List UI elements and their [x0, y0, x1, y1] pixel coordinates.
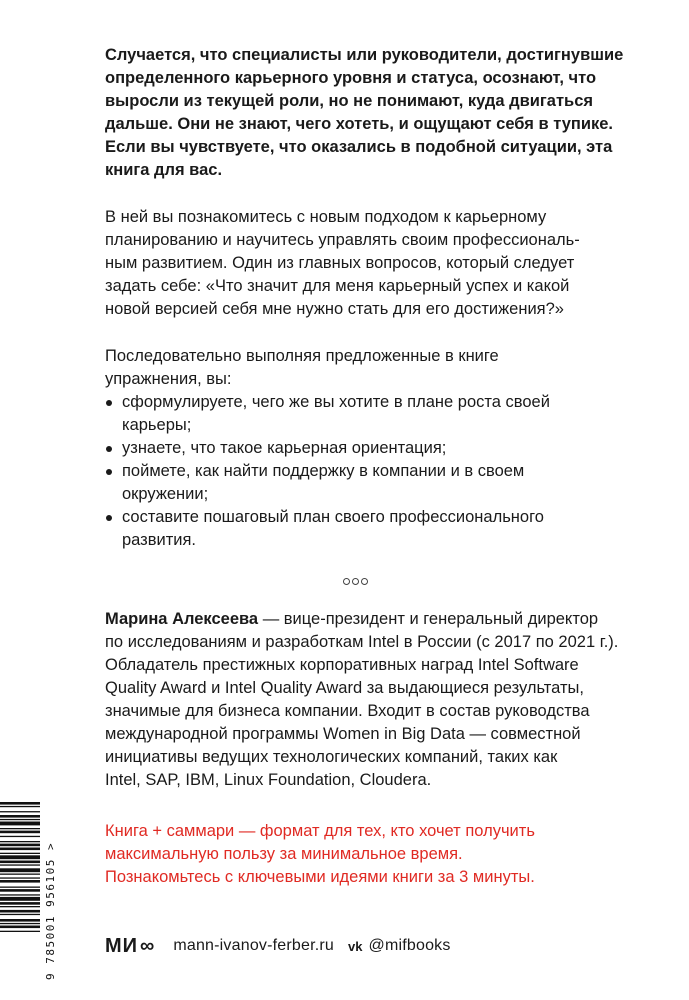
barcode-bar: [0, 836, 40, 837]
back-cover-text: [105, 44, 624, 792]
barcode-bar: [0, 880, 40, 883]
publisher-footer: [105, 932, 451, 960]
list-item-line: составите пошаговый план своего профессионального: [122, 508, 544, 526]
intro-paragraph: [105, 206, 605, 321]
intro-line: В ней вы познакомитесь с новым подходом к карьерному: [105, 208, 547, 226]
lead-line: определенного карьерного уровня и статуса, осознают, что: [105, 69, 597, 87]
list-item: [105, 506, 605, 552]
list-item-line: поймете, как найти поддержку в компании и в своем: [122, 462, 525, 480]
logo-text: МИ: [105, 934, 139, 957]
list-item-line: развития.: [122, 531, 197, 549]
barcode-bar: [0, 819, 40, 820]
barcode-bar: [0, 914, 40, 915]
barcode-bar: [0, 864, 40, 865]
exercises-list: [105, 391, 605, 552]
barcode-bar: [0, 874, 40, 875]
author-first-line: [105, 608, 605, 631]
author-line: значимые для бизнеса компании. Входит в состав руководства: [105, 702, 590, 720]
barcode-bar: [0, 802, 40, 805]
author-paragraph: [105, 608, 619, 792]
barcode-bar: [0, 910, 40, 913]
author-line: по исследованиям и разработкам Intel в России (с 2017 по 2021 г.).: [105, 633, 619, 651]
social-handle-link[interactable]: @mifbooks: [368, 937, 451, 954]
promo-line: максимальную пользу за минимальное время.: [105, 845, 463, 863]
promo-line: Книга + саммари — формат для тех, кто хочет получить: [105, 822, 535, 840]
divider-dot: [352, 578, 359, 585]
author-line: Quality Award и Intel Quality Award за выдающиеся результаты,: [105, 679, 584, 697]
list-item-line: сформулируете, чего же вы хотите в плане роста своей: [122, 393, 550, 411]
exercises-paragraph: [105, 345, 605, 391]
isbn-digits: 9 785001 956105 >: [44, 841, 57, 980]
barcode-bar: [0, 897, 40, 901]
barcode-bar: [0, 887, 40, 888]
barcode-bar: [0, 868, 40, 872]
promo-text: [105, 820, 535, 889]
author-line: Intel, SAP, IBM, Linux Foundation, Cloudera.: [105, 771, 432, 789]
promo-line: Познакомьтесь с ключевыми идеями книги за 3 минуты.: [105, 868, 535, 886]
barcode-bar: [0, 861, 40, 864]
list-item: [105, 437, 605, 460]
lead-line: дальше. Они не знают, чего хотеть, и ощущают себя в тупике.: [105, 115, 613, 133]
author-line: международной программы Women in Big Data — совместной: [105, 725, 581, 743]
list-item: [105, 460, 605, 506]
exercises-line: упражнения, вы:: [105, 370, 232, 388]
barcode-bar: [0, 923, 40, 924]
barcode-bar: [0, 902, 40, 905]
barcode-bar: [0, 822, 40, 826]
section-divider: [105, 576, 605, 590]
list-item-line: карьеры;: [122, 416, 192, 434]
divider-dot: [343, 578, 350, 585]
barcode-bar: [0, 931, 40, 932]
barcode-bar: [0, 926, 40, 929]
barcode-bar: [0, 889, 40, 892]
barcode-bar: [0, 894, 40, 895]
barcode-bar: [0, 906, 40, 907]
barcode-bar: [0, 831, 40, 834]
barcode-bar: [0, 844, 40, 847]
barcode-bar: [0, 848, 40, 851]
vk-icon: vk: [348, 938, 363, 954]
list-item: [105, 391, 605, 437]
lead-line: Случается, что специалисты или руководители, достигнувшие: [105, 46, 624, 64]
barcode-bar: [0, 828, 40, 829]
intro-line: ным развитием. Один из главных вопросов, который следует: [105, 254, 575, 272]
barcode-bar: [0, 855, 40, 859]
intro-line: новой версией себя мне нужно стать для его достижения?»: [105, 300, 564, 318]
lead-line: Если вы чувствуете, что оказались в подобной ситуации, эта: [105, 138, 613, 156]
lead-paragraph: [105, 44, 624, 182]
barcode-bar: [0, 919, 40, 922]
author-line: инициативы ведущих технологических компаний, таких как: [105, 748, 558, 766]
author-line: Обладатель престижных корпоративных наград Intel Software: [105, 656, 579, 674]
author-name: Марина Алексеева: [105, 610, 259, 628]
isbn-barcode: [0, 800, 40, 980]
divider-dot: [361, 578, 368, 585]
list-item-line: окружении;: [122, 485, 209, 503]
publisher-logo: [105, 935, 155, 958]
author-first-line-rest: — вице-президент и генеральный директор: [258, 610, 599, 628]
publisher-website-link[interactable]: mann-ivanov-ferber.ru: [173, 937, 335, 954]
barcode-bar: [0, 853, 40, 854]
barcode-bar: [0, 811, 40, 812]
infinity-icon: ∞: [140, 934, 156, 957]
exercises-line: Последовательно выполняя предложенные в книге: [105, 347, 499, 365]
intro-line: планированию и научитесь управлять своим профессиональ-: [105, 231, 580, 249]
lead-line: выросли из текущей роли, но не понимают, куда двигаться: [105, 92, 594, 110]
barcode-bar: [0, 806, 40, 807]
barcode-bar: [0, 815, 40, 818]
intro-line: задать себе: «Что значит для меня карьерный успех и какой: [105, 277, 570, 295]
barcode-bar: [0, 877, 40, 878]
list-item-line: узнаете, что такое карьерная ориентация;: [122, 439, 447, 457]
barcode-bar: [0, 841, 40, 842]
lead-line: книга для вас.: [105, 161, 223, 179]
